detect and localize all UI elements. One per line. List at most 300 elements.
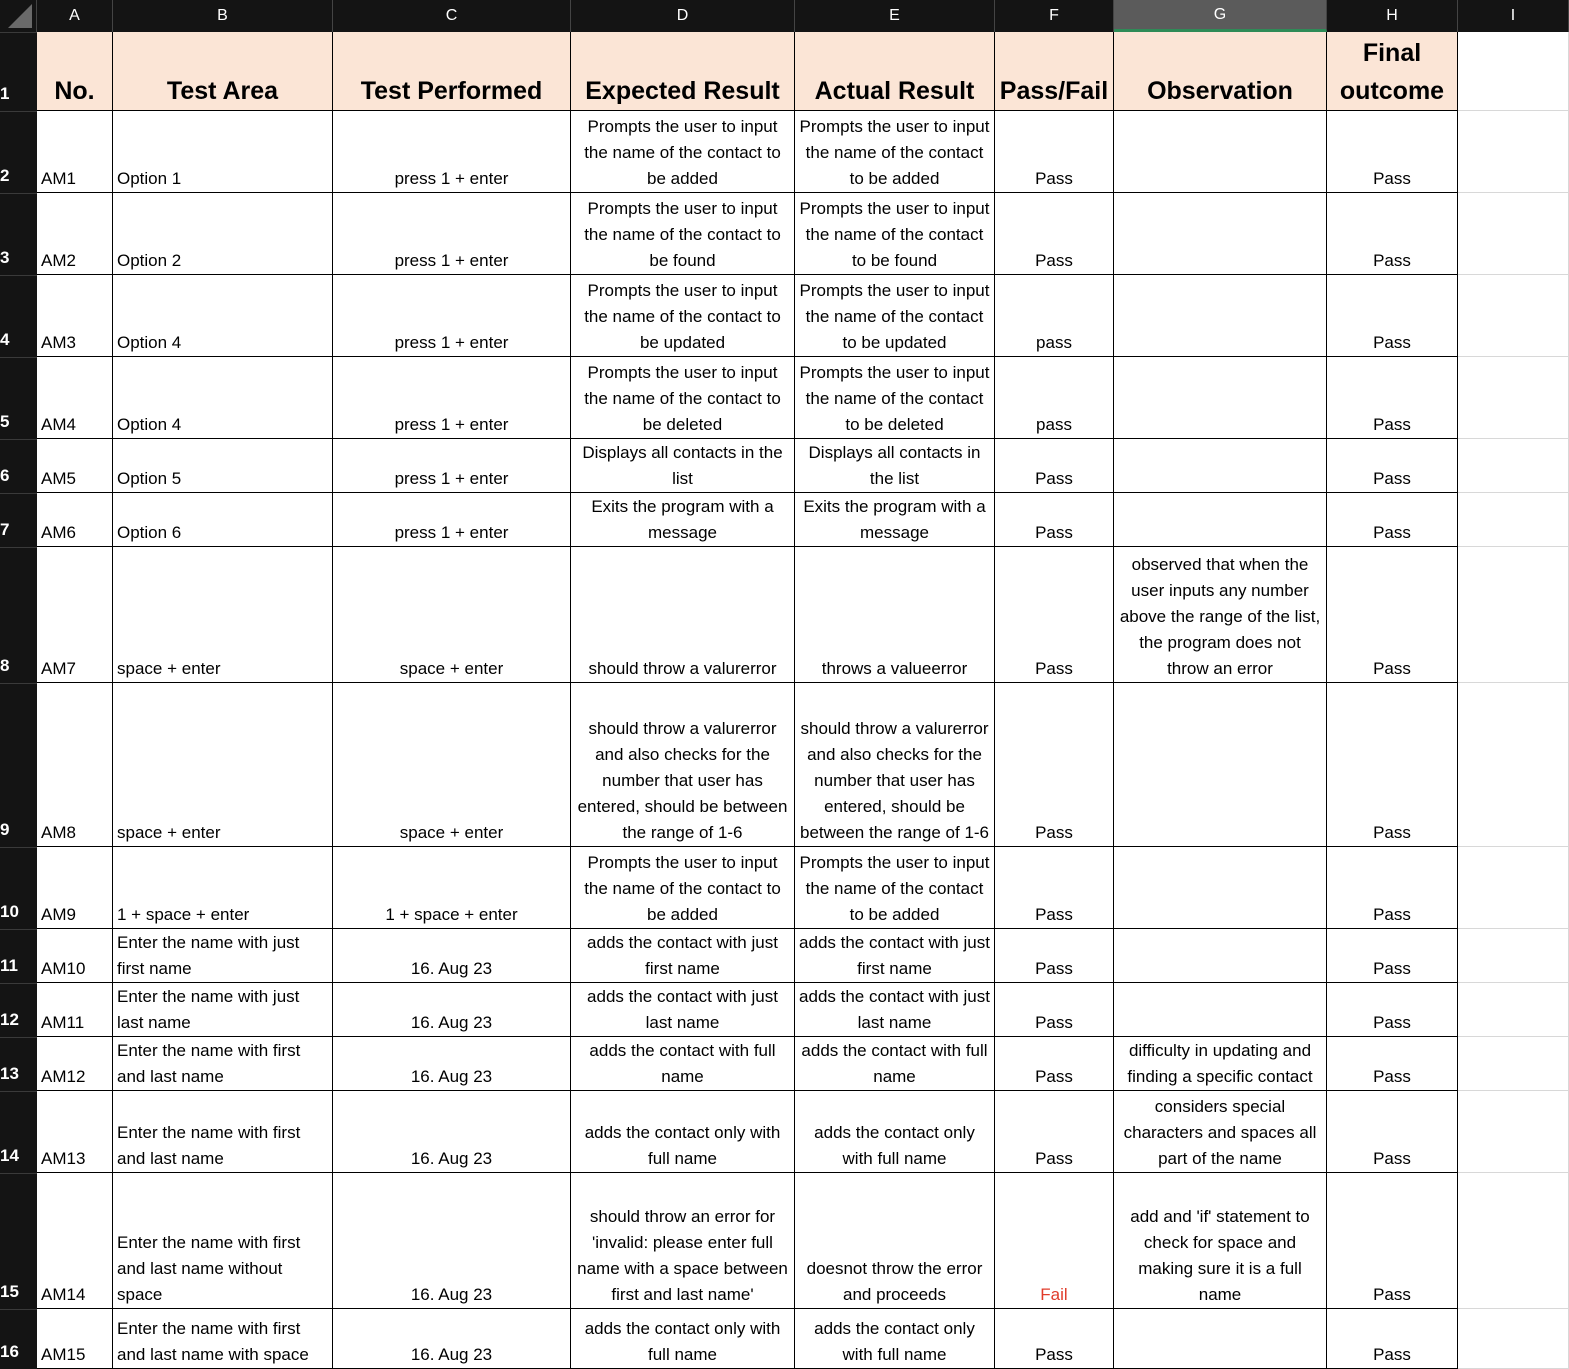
cell-pass-fail[interactable] [995,929,1114,983]
row-number[interactable] [0,983,37,1037]
cell-test-performed[interactable] [333,929,571,983]
cell-pass-fail-text: Pass [1035,659,1073,678]
header-no[interactable] [37,32,113,111]
column-header-g[interactable]: G [1114,0,1327,32]
cell-observation-text: add and 'if' statement to check for space and making sure it is a full name [1130,1207,1310,1304]
cell-observation[interactable] [1114,493,1327,547]
cell-final-outcome-text: Pass [1373,1013,1411,1032]
cell-actual-result[interactable] [795,547,995,683]
cell-pass-fail[interactable] [995,683,1114,847]
cell-test-area-text: Option 2 [117,251,182,270]
cell-final-outcome[interactable] [1327,1037,1458,1091]
empty-cell[interactable] [1458,1091,1569,1173]
cell-pass-fail[interactable] [995,847,1114,929]
cell-no[interactable] [37,547,113,683]
empty-cell[interactable] [1458,983,1569,1037]
cell-no-text: AM3 [41,333,76,352]
header-expected-result[interactable] [571,32,795,111]
row-number-label: 2 [0,166,10,185]
cell-pass-fail-text: Pass [1035,1013,1073,1032]
cell-test-performed[interactable] [333,193,571,275]
cell-final-outcome-text: Pass [1373,523,1411,542]
empty-cell[interactable] [1458,439,1569,493]
cell-no[interactable] [37,111,113,193]
row-number[interactable] [0,929,37,983]
cell-final-outcome-text: Pass [1373,251,1411,270]
cell-actual-result-text: Prompts the user to input the name of the contact to be found [799,199,990,270]
empty-cell[interactable] [1458,193,1569,275]
cell-actual-result-text: Prompts the user to input the name of the contact to be added [799,117,990,188]
header-test-performed[interactable] [333,32,571,111]
cell-final-outcome[interactable] [1327,683,1458,847]
cell-test-performed-text: press 1 + enter [394,523,509,542]
cell-no-text: AM7 [41,659,76,678]
empty-cell[interactable] [1458,275,1569,357]
cell-actual-result[interactable] [795,847,995,929]
cell-test-area-text: Enter the name with first and last name [117,1123,301,1168]
cell-pass-fail[interactable] [995,547,1114,683]
cell-test-performed-text: 16. Aug 23 [410,959,493,978]
cell-no[interactable] [37,1091,113,1173]
cell-observation[interactable] [1114,547,1327,683]
cell-test-performed-text: 1 + space + enter [385,905,518,924]
cell-test-performed[interactable] [333,547,571,683]
cell-expected-result[interactable] [571,275,795,357]
header-pass-fail[interactable] [995,32,1114,111]
header-expected-result-text: Expected Result [585,77,780,105]
cell-actual-result-text: throws a valueerror [821,659,968,678]
cell-pass-fail[interactable] [995,1091,1114,1173]
empty-cell[interactable] [1458,1173,1569,1309]
cell-actual-result-text: adds the contact with full name [801,1041,988,1086]
cell-test-area-text: Option 6 [117,523,182,542]
cell-pass-fail-text: Pass [1035,251,1073,270]
cell-pass-fail-text: Fail [1040,1285,1068,1304]
row-number[interactable] [0,1173,37,1309]
cell-actual-result-text: Prompts the user to input the name of the contact to be added [799,853,990,924]
row-number-label: 13 [0,1064,19,1083]
cell-actual-result-text: Prompts the user to input the name of the contact to be updated [799,281,990,352]
cell-observation[interactable] [1114,111,1327,193]
table-row [0,1037,1569,1091]
empty-cell[interactable] [1458,1309,1569,1369]
cell-no-text: AM5 [41,469,76,488]
cell-pass-fail-text: pass [1036,415,1072,434]
cell-test-performed[interactable] [333,1173,571,1309]
cell-actual-result[interactable] [795,683,995,847]
cell-test-performed[interactable] [333,275,571,357]
cell-observation-text: difficulty in updating and finding a specific contact [1127,1041,1313,1086]
row-number-label: 7 [0,520,10,539]
cell-test-area[interactable] [113,1309,333,1369]
cell-expected-result-text: adds the contact with just first name [587,933,778,978]
table-row [0,493,1569,547]
cell-test-performed-text: press 1 + enter [394,415,509,434]
cell-actual-result[interactable] [795,357,995,439]
cell-actual-result-text: adds the contact with just first name [799,933,990,978]
cell-pass-fail[interactable] [995,439,1114,493]
table-row [0,847,1569,929]
column-header-f[interactable]: F [995,0,1114,32]
column-header-i[interactable]: I [1458,0,1569,32]
cell-expected-result-text: adds the contact with full name [589,1041,776,1086]
cell-final-outcome[interactable] [1327,1091,1458,1173]
cell-expected-result[interactable] [571,929,795,983]
cell-no[interactable] [37,493,113,547]
header-actual-result-text: Actual Result [814,77,975,105]
cell-actual-result[interactable] [795,1309,995,1369]
cell-actual-result[interactable] [795,439,995,493]
cell-expected-result-text: should throw an error for 'invalid: please enter full name with a space between first and last name' [577,1207,788,1304]
cell-observation[interactable] [1114,1037,1327,1091]
cell-final-outcome-text: Pass [1373,659,1411,678]
cell-final-outcome-text: Pass [1373,1345,1411,1364]
header-observation-text: Observation [1147,77,1293,105]
cell-test-performed-text: 16. Aug 23 [410,1149,493,1168]
cell-final-outcome-text: Pass [1373,1285,1411,1304]
cell-no[interactable] [37,1309,113,1369]
header-actual-result[interactable] [795,32,995,111]
cell-no[interactable] [37,193,113,275]
row-number[interactable] [0,193,37,275]
cell-no-text: AM6 [41,523,76,542]
table-row [0,357,1569,439]
empty-cell[interactable] [1458,547,1569,683]
cell-pass-fail[interactable] [995,1173,1114,1309]
empty-cell[interactable] [1458,929,1569,983]
cell-expected-result[interactable] [571,357,795,439]
cell-final-outcome[interactable] [1327,275,1458,357]
cell-actual-result-text: adds the contact only with full name [814,1319,975,1364]
cell-test-area[interactable] [113,1091,333,1173]
cell-test-performed-text: press 1 + enter [394,169,509,188]
column-header-h[interactable]: H [1327,0,1458,32]
empty-cell[interactable] [1458,32,1569,111]
cell-no[interactable] [37,847,113,929]
table-row [0,1091,1569,1173]
cell-observation-text: observed that when the user inputs any number above the range of the list, the program does not throw an error [1119,555,1321,678]
cell-test-area[interactable] [113,1037,333,1091]
cell-test-area[interactable] [113,193,333,275]
table-row [0,983,1569,1037]
column-header-bar [0,0,1569,32]
cell-pass-fail-text: Pass [1035,1149,1073,1168]
cell-expected-result-text: Prompts the user to input the name of the contact to be added [584,853,781,924]
cell-test-area[interactable] [113,275,333,357]
cell-actual-result[interactable] [795,983,995,1037]
row-number[interactable] [0,547,37,683]
cell-test-performed-text: press 1 + enter [394,333,509,352]
row-number[interactable] [0,493,37,547]
row-number-label: 5 [0,412,10,431]
table-row [0,1173,1569,1309]
cell-test-performed[interactable] [333,983,571,1037]
cell-pass-fail[interactable] [995,111,1114,193]
cell-test-area[interactable] [113,1173,333,1309]
cell-actual-result-text: doesnot throw the error and proceeds [806,1259,983,1304]
cell-test-area[interactable] [113,983,333,1037]
cell-test-performed-text: press 1 + enter [394,251,509,270]
row-number-label: 11 [0,956,18,975]
header-test-area[interactable] [113,32,333,111]
cell-no-text: AM14 [41,1285,86,1304]
cell-expected-result[interactable] [571,1091,795,1173]
cell-test-area[interactable] [113,683,333,847]
cell-pass-fail[interactable] [995,493,1114,547]
cell-test-performed[interactable] [333,357,571,439]
cell-final-outcome[interactable] [1327,439,1458,493]
cell-expected-result[interactable] [571,683,795,847]
cell-test-performed-text: 16. Aug 23 [410,1285,493,1304]
cell-test-performed-text: press 1 + enter [394,469,509,488]
cell-expected-result[interactable] [571,1309,795,1369]
empty-cell[interactable] [1458,357,1569,439]
cell-test-performed[interactable] [333,1037,571,1091]
cell-observation[interactable] [1114,439,1327,493]
row-number-label: 9 [0,820,10,839]
cell-pass-fail-text: Pass [1035,959,1073,978]
cell-expected-result[interactable] [571,1173,795,1309]
row-number[interactable] [0,847,37,929]
cell-expected-result-text: Prompts the user to input the name of the contact to be updated [584,281,781,352]
cell-no-text: AM1 [41,169,76,188]
cell-final-outcome[interactable] [1327,1309,1458,1369]
cell-no-text: AM12 [41,1067,86,1086]
cell-expected-result-text: should throw a valurerror [588,659,777,678]
column-header-e[interactable]: E [795,0,995,32]
cell-no[interactable] [37,983,113,1037]
cell-test-performed[interactable] [333,493,571,547]
cell-test-area[interactable] [113,929,333,983]
cell-actual-result[interactable] [795,111,995,193]
cell-no-text: AM15 [41,1345,86,1364]
cell-test-performed-text: 16. Aug 23 [410,1067,493,1086]
cell-pass-fail[interactable] [995,1037,1114,1091]
cell-observation[interactable] [1114,683,1327,847]
table-row [0,547,1569,683]
cell-test-performed[interactable] [333,439,571,493]
cell-no[interactable] [37,1037,113,1091]
cell-test-area-text: Option 4 [117,333,182,352]
cell-expected-result[interactable] [571,983,795,1037]
cell-final-outcome[interactable] [1327,493,1458,547]
cell-observation[interactable] [1114,847,1327,929]
cell-actual-result[interactable] [795,1037,995,1091]
table-row [0,275,1569,357]
cell-pass-fail-text: Pass [1035,523,1073,542]
column-header-c[interactable]: C [333,0,571,32]
table-row [0,1309,1569,1369]
cell-observation[interactable] [1114,1173,1327,1309]
row-number-label: 3 [0,248,10,267]
cell-no[interactable] [37,683,113,847]
cell-pass-fail[interactable] [995,983,1114,1037]
cell-no[interactable] [37,929,113,983]
row-number-label: 1 [0,84,10,103]
cell-pass-fail[interactable] [995,193,1114,275]
cell-final-outcome[interactable] [1327,847,1458,929]
table-row [0,683,1569,847]
cell-pass-fail-text: pass [1036,333,1072,352]
cell-final-outcome[interactable] [1327,547,1458,683]
cell-observation-text: considers special characters and spaces all part of the name [1123,1097,1317,1168]
cell-test-performed[interactable] [333,683,571,847]
row-number[interactable] [0,1091,37,1173]
cell-actual-result[interactable] [795,193,995,275]
cell-test-area-text: Enter the name with first and last name without space [117,1233,301,1304]
empty-cell[interactable] [1458,1037,1569,1091]
row-number[interactable] [0,1309,37,1369]
header-row [0,32,1569,111]
cell-final-outcome[interactable] [1327,111,1458,193]
cell-test-area-text: space + enter [117,823,221,842]
cell-test-area[interactable] [113,111,333,193]
cell-pass-fail-text: Pass [1035,169,1073,188]
cell-observation[interactable] [1114,357,1327,439]
cell-expected-result[interactable] [571,111,795,193]
header-test-area-text: Test Area [166,77,279,105]
cell-expected-result[interactable] [571,193,795,275]
cell-no[interactable] [37,1173,113,1309]
cell-expected-result-text: Displays all contacts in the list [582,443,783,488]
cell-no[interactable] [37,357,113,439]
row-number[interactable] [0,275,37,357]
cell-test-performed[interactable] [333,1091,571,1173]
cell-actual-result-text: Exits the program with a message [803,497,986,542]
cell-pass-fail[interactable] [995,357,1114,439]
cell-final-outcome[interactable] [1327,983,1458,1037]
cell-expected-result-text: Prompts the user to input the name of the contact to be deleted [584,363,781,434]
cell-no[interactable] [37,275,113,357]
row-number-label: 6 [0,466,10,485]
header-final-outcome[interactable] [1327,32,1458,111]
cell-actual-result[interactable] [795,929,995,983]
cell-pass-fail-text: Pass [1035,1345,1073,1364]
cell-actual-result[interactable] [795,1173,995,1309]
cell-test-performed-text: space + enter [399,823,504,842]
header-no-text: No. [54,77,95,105]
row-number[interactable] [0,32,37,111]
cell-actual-result[interactable] [795,1091,995,1173]
column-header-d[interactable]: D [571,0,795,32]
cell-no-text: AM2 [41,251,76,270]
select-all-corner[interactable] [0,0,37,32]
cell-observation[interactable] [1114,983,1327,1037]
cell-actual-result-text: Prompts the user to input the name of the contact to be deleted [799,363,990,434]
cell-final-outcome-text: Pass [1373,1149,1411,1168]
cell-observation[interactable] [1114,929,1327,983]
cell-test-area[interactable] [113,547,333,683]
row-number[interactable] [0,357,37,439]
cell-actual-result-text: Displays all contacts in the list [808,443,981,488]
cell-test-performed[interactable] [333,111,571,193]
cell-actual-result-text: adds the contact only with full name [814,1123,975,1168]
cell-test-performed-text: space + enter [399,659,504,678]
cell-expected-result[interactable] [571,493,795,547]
cell-test-area-text: Option 4 [117,415,182,434]
empty-cell[interactable] [1458,493,1569,547]
row-number[interactable] [0,439,37,493]
row-number[interactable] [0,111,37,193]
cell-final-outcome-text: Pass [1373,1067,1411,1086]
cell-test-area-text: Enter the name with just last name [117,987,300,1032]
select-all-icon [8,4,32,28]
row-number[interactable] [0,1037,37,1091]
cell-actual-result-text: adds the contact with just last name [799,987,990,1032]
cell-expected-result[interactable] [571,847,795,929]
empty-cell[interactable] [1458,847,1569,929]
cell-no-text: AM8 [41,823,76,842]
table-row [0,439,1569,493]
cell-test-area[interactable] [113,357,333,439]
cell-test-area-text: 1 + space + enter [117,905,250,924]
cell-observation[interactable] [1114,193,1327,275]
cell-final-outcome-text: Pass [1373,469,1411,488]
cell-test-area-text: space + enter [117,659,221,678]
cell-expected-result-text: should throw a valurerror and also checks for the number that user has entered, should be between the range of 1-6 [577,719,788,842]
cell-test-area[interactable] [113,493,333,547]
cell-pass-fail-text: Pass [1035,905,1073,924]
cell-observation[interactable] [1114,1309,1327,1369]
cell-expected-result-text: Prompts the user to input the name of the contact to be added [584,117,781,188]
cell-expected-result-text: adds the contact only with full name [584,1123,781,1168]
cell-expected-result[interactable] [571,439,795,493]
cell-expected-result-text: Exits the program with a message [591,497,774,542]
cell-no-text: AM9 [41,905,76,924]
cell-actual-result[interactable] [795,493,995,547]
cell-final-outcome-text: Pass [1373,959,1411,978]
cell-pass-fail[interactable] [995,1309,1114,1369]
header-observation[interactable] [1114,32,1327,111]
row-number-label: 10 [0,902,19,921]
cell-expected-result-text: adds the contact with just last name [587,987,778,1032]
cell-observation[interactable] [1114,275,1327,357]
cell-final-outcome[interactable] [1327,1173,1458,1309]
cell-actual-result[interactable] [795,275,995,357]
cell-expected-result[interactable] [571,1037,795,1091]
header-final-outcome-text: Final outcome [1339,39,1445,105]
cell-no-text: AM11 [41,1013,85,1032]
cell-no-text: AM13 [41,1149,86,1168]
cell-test-area[interactable] [113,847,333,929]
cell-final-outcome[interactable] [1327,357,1458,439]
column-header-a[interactable]: A [37,0,113,32]
row-number-label: 16 [0,1342,19,1361]
cell-observation[interactable] [1114,1091,1327,1173]
row-number-label: 14 [0,1146,19,1165]
cell-actual-result-text: should throw a valurerror and also checks for the number that user has entered, should be between the range of 1-6 [799,719,990,842]
empty-cell[interactable] [1458,111,1569,193]
cell-final-outcome-text: Pass [1373,333,1411,352]
column-header-b[interactable]: B [113,0,333,32]
table-row [0,111,1569,193]
cell-test-performed-text: 16. Aug 23 [410,1345,493,1364]
cell-test-performed[interactable] [333,847,571,929]
empty-cell[interactable] [1458,683,1569,847]
cell-test-performed[interactable] [333,1309,571,1369]
row-number-label: 8 [0,656,10,675]
cell-final-outcome[interactable] [1327,929,1458,983]
row-number-label: 15 [0,1282,19,1301]
cell-test-area-text: Enter the name with first and last name with space [117,1319,309,1364]
table-row [0,929,1569,983]
cell-pass-fail[interactable] [995,275,1114,357]
cell-test-area[interactable] [113,439,333,493]
cell-final-outcome[interactable] [1327,193,1458,275]
cell-no[interactable] [37,439,113,493]
row-number[interactable] [0,683,37,847]
cell-expected-result[interactable] [571,547,795,683]
